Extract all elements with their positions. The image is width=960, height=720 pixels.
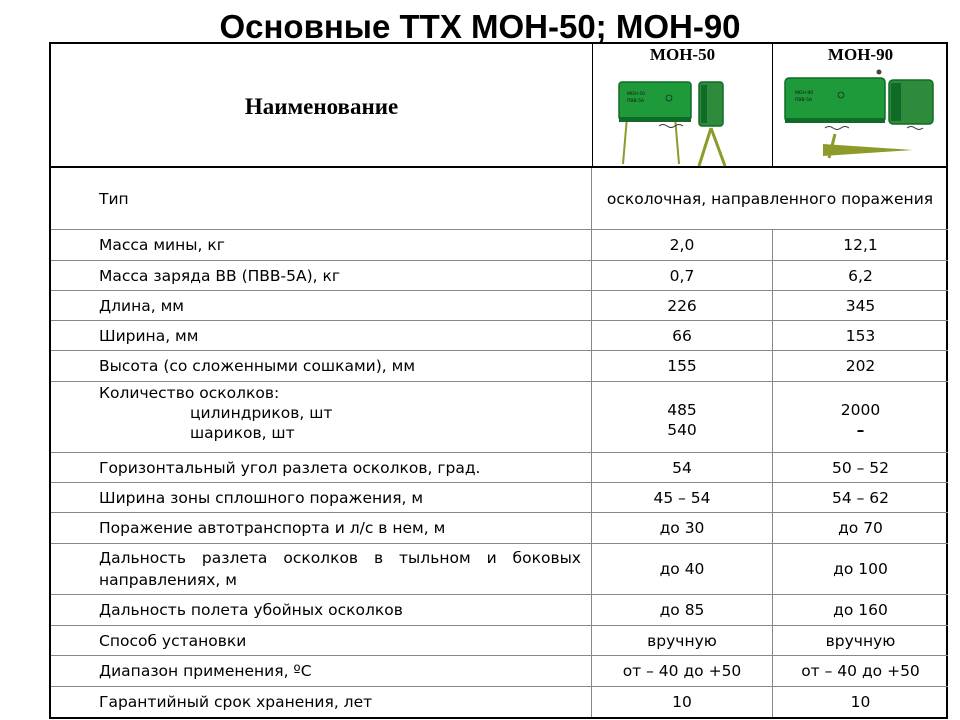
mon90-marking-2: ПВВ-5А: [795, 98, 813, 103]
table-row: [51, 229, 948, 260]
header-col-mon90: [772, 44, 948, 168]
row-label: Масса заряда ВВ (ПВВ-5А), кг: [99, 266, 341, 285]
row-value-mon90: вручную: [772, 626, 948, 655]
row-value-mon50: [591, 382, 772, 452]
mon50-tripod-right: [711, 128, 725, 166]
row-value-span: осколочная, направленного поражения: [591, 168, 948, 229]
row-value-mon50: 45 – 54: [591, 483, 772, 512]
row-value-mon90: 10: [772, 687, 948, 717]
row-value-mon90: от – 40 до +50: [772, 656, 948, 686]
table-row: [51, 512, 948, 543]
row-value-mon50: 2,0: [591, 230, 772, 260]
page-title: Основные ТТХ МОН-50; МОН-90: [219, 8, 741, 45]
table-row: [51, 290, 948, 320]
row-value-mon90: [772, 382, 948, 452]
mon90-marking-1: МОН-90: [795, 91, 814, 96]
table-row: [51, 260, 948, 290]
table-header: [49, 42, 948, 168]
row-label: Высота (со сложенными сошками), мм: [99, 357, 416, 375]
row-value: 2000: [840, 401, 881, 419]
row-value-mon50: от – 40 до +50: [591, 656, 772, 686]
mon90-base: [785, 118, 885, 123]
header-col-mon50: [592, 44, 772, 168]
table-row: [51, 686, 948, 717]
table-row: [51, 168, 948, 229]
table-row: [51, 452, 948, 482]
specs-table: [49, 42, 950, 719]
row-label: Дальность полета убойных осколков: [99, 601, 403, 619]
mon50-leg-left: [623, 117, 627, 164]
row-value-mon50: вручную: [591, 626, 772, 655]
row-value-mon50: 10: [591, 687, 772, 717]
row-sublabel: цилиндриков, шт: [190, 404, 333, 422]
table-row: [51, 381, 948, 452]
row-value-mon90: 345: [772, 291, 948, 320]
row-label: Ширина, мм: [99, 326, 199, 345]
mon50-base: [619, 117, 691, 122]
row-sublabel: шариков, шт: [190, 424, 295, 442]
row-label: Длина, мм: [99, 296, 184, 315]
mon90-fuse-icon: [877, 70, 882, 75]
row-value-mon50: до 40: [591, 544, 772, 594]
mon50-marking-2: ПВВ-5А: [627, 99, 645, 104]
row-value-mon90: 153: [772, 321, 948, 350]
row-label: Диапазон применения, ºС: [99, 662, 312, 680]
mon50-clip-side: [701, 85, 707, 123]
table-row: [51, 350, 948, 381]
mon50-mine-illustration: [593, 62, 773, 168]
mon90-wave-icon: [825, 127, 849, 130]
row-value-mon90: 202: [772, 351, 948, 381]
table-row: [51, 543, 948, 594]
header-mon90-label: МОН-90: [827, 45, 894, 64]
row-label: Способ установки: [99, 631, 247, 650]
row-label: Тип: [99, 189, 129, 208]
row-value-mon90: до 160: [772, 595, 948, 625]
mon50-wave-icon: [659, 125, 683, 128]
row-value-mon50: 66: [591, 321, 772, 350]
table-row: [51, 594, 948, 625]
row-label-group: [99, 382, 589, 452]
table-row: [51, 320, 948, 350]
row-value-mon50: 226: [591, 291, 772, 320]
row-value-mon90: до 100: [772, 544, 948, 594]
row-value-mon90: 6,2: [772, 261, 948, 290]
row-label: Гарантийный срок хранения, лет: [99, 693, 373, 711]
row-value-mon50: до 85: [591, 595, 772, 625]
row-value-mon50: 54: [591, 453, 772, 482]
row-value: 485: [667, 401, 697, 419]
mon90-stake: [823, 144, 913, 156]
header-mon50-label: МОН-50: [649, 45, 716, 64]
mon90-mine-illustration: [773, 62, 949, 168]
row-label: Горизонтальный угол разлета осколков, град.: [99, 458, 481, 477]
row-value-mon90: 12,1: [772, 230, 948, 260]
mon90-clip-wave-icon: [907, 127, 923, 130]
table-body: [49, 168, 948, 719]
row-value-mon50: 0,7: [591, 261, 772, 290]
table-row: [51, 482, 948, 512]
row-value-mon50: 155: [591, 351, 772, 381]
mon50-tripod-left: [699, 128, 711, 166]
row-label: Масса мины, кг: [99, 236, 225, 254]
mon50-marking-1: МОН-50: [627, 92, 646, 97]
header-name-label: Наименование: [244, 94, 399, 119]
table-row: [51, 655, 948, 686]
row-value-mon90: 50 – 52: [772, 453, 948, 482]
row-label: Дальность разлета осколков в тыльном и боковых направлениях, м: [99, 549, 581, 589]
mon90-clip-side: [891, 83, 901, 121]
row-label: Поражение автотранспорта и л/с в нем, м: [99, 519, 446, 537]
row-value: 540: [667, 421, 697, 439]
row-value-mon90: до 70: [772, 513, 948, 543]
row-value-mon50: до 30: [591, 513, 772, 543]
row-label: Количество осколков:: [99, 384, 280, 402]
row-value-mon90: 54 – 62: [772, 483, 948, 512]
row-label: Ширина зоны сплошного поражения, м: [99, 488, 424, 507]
row-value: –: [856, 421, 865, 439]
table-row: [51, 625, 948, 655]
